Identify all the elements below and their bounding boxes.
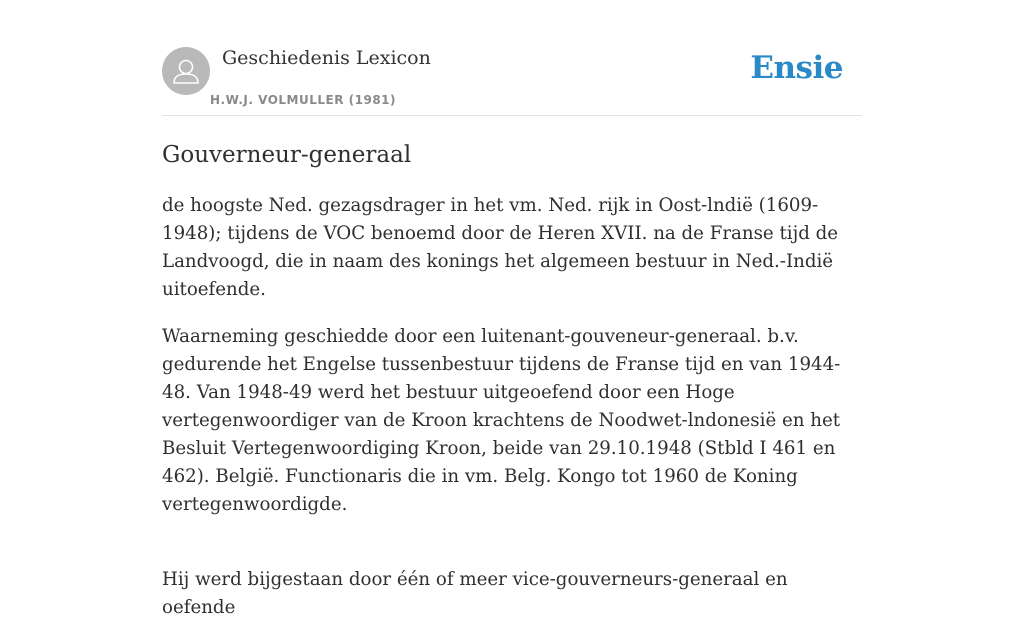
- source-title[interactable]: Geschiedenis Lexicon: [222, 47, 431, 69]
- user-silhouette-icon: [162, 47, 210, 95]
- entry-paragraph: Waarneming geschiedde door een luitenant-gouveneur-generaal. b.v. gedurende het Engelse tussenbestuur tijdens de Franse tijd en van 1944-48. Van 1948-49 werd het bestuur uitgeoefend door een Hoge vertegenwoordiger van de Kroon krachtens de Noodwet-lndonesië en het Besluit Vertegenwoordiging Kroon, beide van 29.10.1948 (Stbld I 461 en 462). België. Functionaris die in vm. Belg. Kongo tot 1960 de Koning vertegenwoordigde.: [162, 326, 841, 515]
- entry-paragraph: de hoogste Ned. gezagsdrager in het vm. Ned. rijk in Oost-lndië (1609-1948); tijdens de VOC benoemd door de Heren XVII. na de Franse tijd de Landvoogd, die in naam des konings het algemeen bestuur in Ned.-Indië uitoefende.: [162, 195, 839, 300]
- entry-body: [162, 192, 862, 641]
- author-avatar[interactable]: [162, 47, 210, 95]
- source-header: [162, 46, 862, 116]
- ensie-logo[interactable]: Ensie: [750, 50, 843, 86]
- author-credit: H.W.J. VOLMULLER (1981): [210, 93, 397, 107]
- header-divider: [162, 115, 862, 116]
- entry-title: Gouverneur-generaal: [162, 142, 412, 168]
- entry-paragraph: Hij werd bijgestaan door één of meer vice-gouverneurs-generaal en oefende: [162, 569, 788, 618]
